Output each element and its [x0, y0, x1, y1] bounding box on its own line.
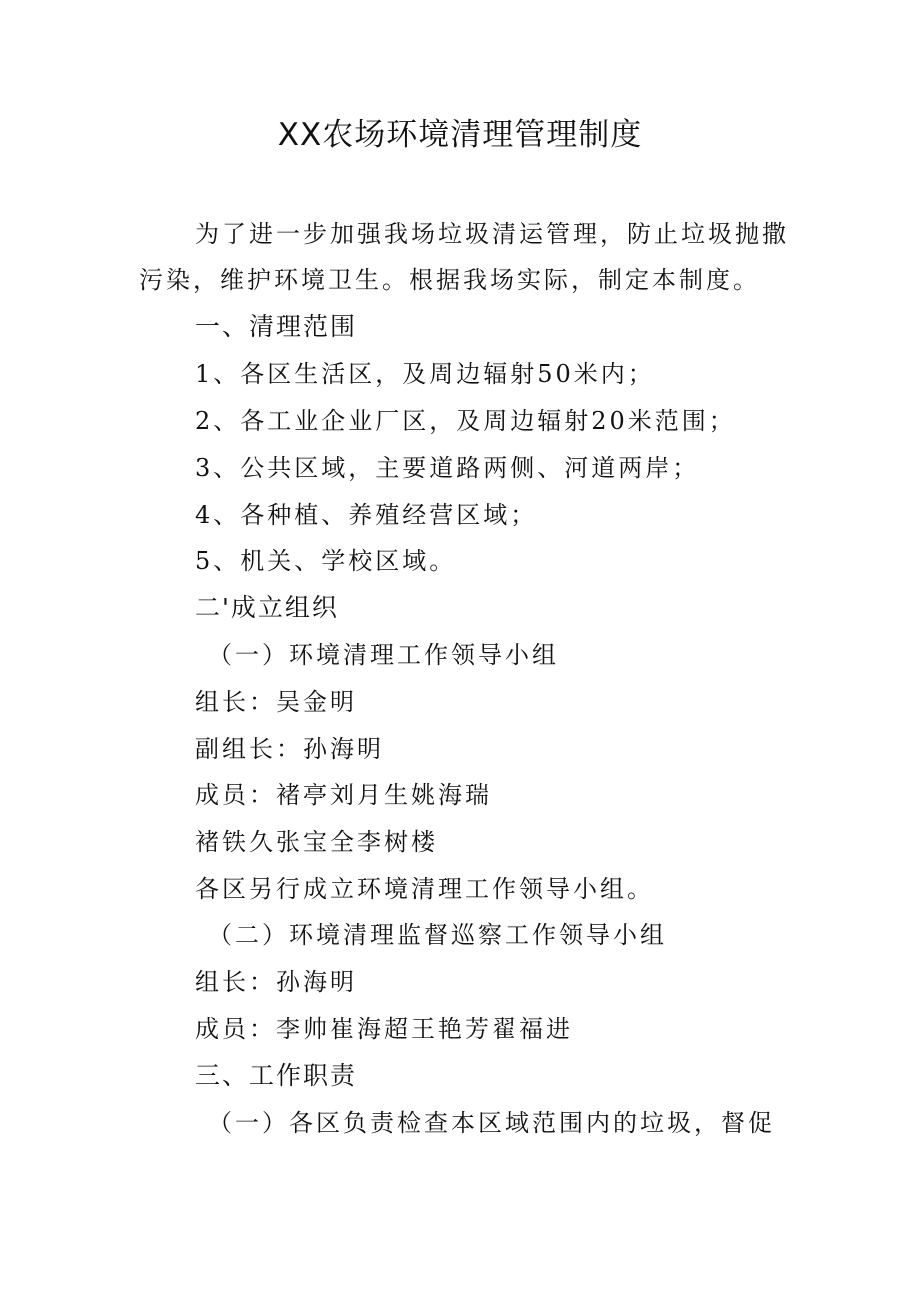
scope-item-4: 4、各种植、养殖经营区域； [195, 501, 538, 529]
scope-item-3: 3、公共区域，主要道路两侧、河道两岸； [195, 454, 700, 482]
group-2-title: （二）环境清理监督巡察工作领导小组 [208, 921, 667, 949]
document-title: XX农场环境清理管理制度 [277, 117, 643, 153]
group-1-deputy: 副组长：孙海明 [195, 735, 384, 763]
group-1-leader: 组长：吴金明 [195, 688, 357, 716]
scope-item-2: 2、各工业企业厂区，及周边辐射20米范围； [195, 407, 736, 435]
section-1-heading: 一、清理范围 [195, 312, 358, 341]
group-2-members: 成员：李帅崔海超王艳芳翟福进 [195, 1015, 573, 1043]
scope-item-5: 5、机关、学校区域。 [195, 547, 457, 575]
section-2-heading: 二'成立组织 [195, 593, 339, 622]
duty-item-1: （一）各区负责检查本区域范围内的垃圾，督促 [208, 1109, 775, 1137]
intro-line-1: 为了进一步加强我场垃圾清运管理，防止垃圾抛撒 [195, 220, 789, 248]
intro-line-2: 污染，维护环境卫生。根据我场实际，制定本制度。 [139, 266, 760, 294]
group-2-leader: 组长：孙海明 [195, 968, 357, 996]
group-1-note: 各区另行成立环境清理工作领导小组。 [195, 875, 654, 903]
group-1-title: （一）环境清理工作领导小组 [208, 641, 559, 669]
group-1-members: 成员：褚亭刘月生姚海瑞 [195, 781, 492, 809]
scope-item-1: 1、各区生活区，及周边辐射50米内； [195, 360, 655, 388]
section-3-heading: 三、工作职责 [195, 1061, 358, 1090]
group-1-members-continued: 褚铁久张宝全李树楼 [195, 828, 438, 856]
